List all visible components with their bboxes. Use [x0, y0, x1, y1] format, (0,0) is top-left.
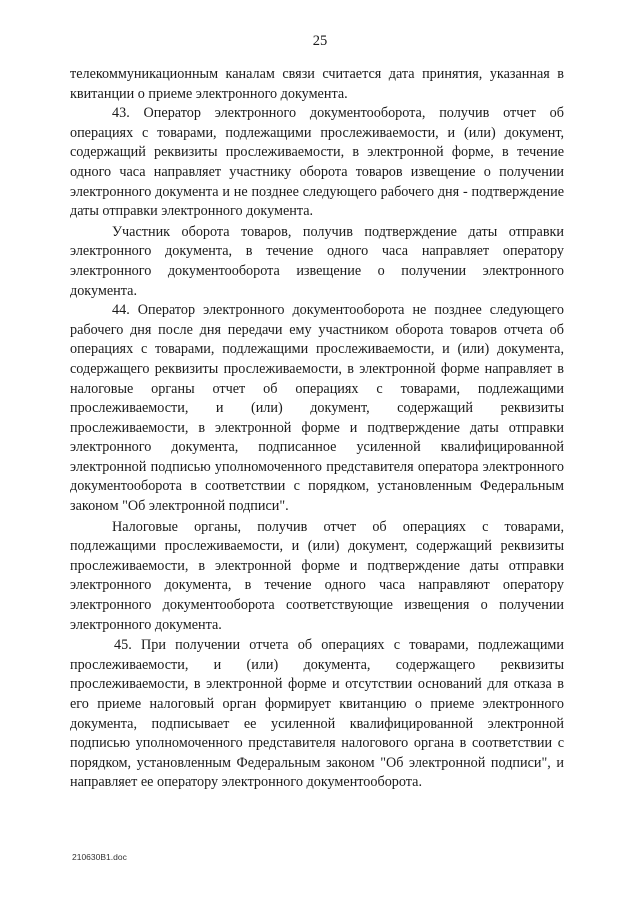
- paragraph-participant: Участник оборота товаров, получив подтверждение даты отправки электронного документа, в течение одного часа направляет оператору электронного документооборота извещение о получении электронного документа.: [70, 223, 564, 299]
- paragraph-clause-44: 44. Оператор электронного документооборота не позднее следующего рабочего дня после дня передачи ему участником оборота товаров отчета об операциях с товарами, подлежащими прослеживаемости, и (или) документа, содержащего реквизиты прослеживаемости, в электронной форме направляет в налоговые органы отчет об операциях с товарами, подлежащими прослеживаемости, и (или) документ, содержащий реквизиты прослеживаемости, в электронной форме и подтверждение даты отправки электронного документа, подписанное усиленной квалифицированной электронной подписью уполномоченного представителя оператора электронного документооборота в соответствии с порядком, установленным Федеральным законом "Об электронной подписи".: [70, 302, 564, 515]
- page-number: 25: [312, 33, 328, 49]
- file-name-footer: 210630B1.doc: [72, 852, 127, 862]
- paragraph-continuation: телекоммуникационным каналам связи считается дата принятия, указанная в квитанции о приеме электронного документа.: [70, 66, 564, 102]
- document-body: [70, 65, 564, 793]
- paragraph-clause-45: 45. При получении отчета об операциях с товарами, подлежащими прослеживаемости, и (или) документа, содержащего реквизиты прослеживаемости, в электронной форме и отсутствии оснований для отказа в его приеме налоговый орган формирует квитанцию о приеме электронного документа, подписывает ее усиленной квалифицированной электронной подписью уполномоченного представителя налогового органа в соответствии с порядком, установленным Федеральным законом "Об электронной подписи", и направляет ее оператору электронного документооборота.: [70, 637, 564, 791]
- paragraph-clause-43: 43. Оператор электронного документооборота, получив отчет об операциях с товарами, подлежащими прослеживаемости, и (или) документ, содержащий реквизиты прослеживаемости, в электронной форме, в течение одного часа направляет участнику оборота товаров извещение о получении электронного документа и не позднее следующего рабочего дня - подтверждение даты отправки электронного документа.: [70, 105, 564, 220]
- paragraph-tax-authorities: Налоговые органы, получив отчет об операциях с товарами, подлежащими прослеживаемости, и (или) документ, содержащий реквизиты прослеживаемости, в электронной форме и подтверждение даты отправки электронного документа, в течение одного часа направляют оператору электронного документооборота соответствующие извещения о получении электронного документа.: [70, 518, 564, 633]
